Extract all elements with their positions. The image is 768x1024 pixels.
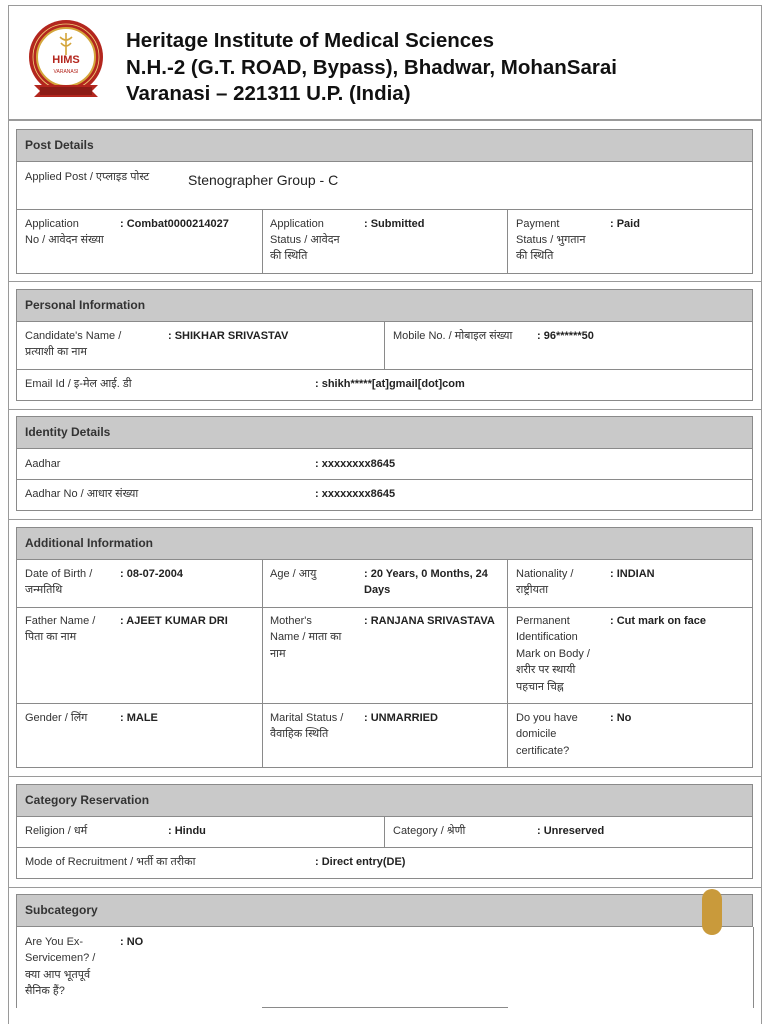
parents-mark-row bbox=[16, 608, 753, 704]
app-status-value: : Submitted bbox=[364, 218, 425, 230]
pim-label-2: Identification bbox=[516, 631, 578, 643]
title-line-2: N.H.-2 (G.T. ROAD, Bypass), Bhadwar, MohanSarai bbox=[126, 55, 617, 79]
pay-value: : Paid bbox=[610, 218, 640, 230]
gender-marital-domicile-row bbox=[16, 704, 753, 768]
ex-servicemen-cell bbox=[17, 927, 263, 1008]
mother-name-value: : RANJANA SRIVASTAVA bbox=[364, 615, 495, 627]
father-name-cell bbox=[17, 608, 263, 703]
pay-label-1: Payment bbox=[516, 218, 560, 230]
mother-label-2: Name / माता का bbox=[270, 631, 342, 643]
applied-post-label: Applied Post / एप्लाइड पोस्ट bbox=[25, 171, 150, 183]
aadhar-value: : xxxxxxxx8645 bbox=[315, 458, 396, 470]
ex-servicemen-row bbox=[16, 927, 508, 1008]
dob-age-nationality-row bbox=[16, 560, 753, 608]
pay-label-2: Status / भुगतान bbox=[516, 234, 586, 246]
father-label-2: पिता का नाम bbox=[25, 631, 77, 643]
exs-label-3: क्या आप भूतपूर्व bbox=[25, 969, 91, 981]
identification-mark-value: : Cut mark on face bbox=[610, 615, 706, 627]
personal-information-heading: Personal Information bbox=[16, 289, 753, 322]
religion-value: : Hindu bbox=[168, 825, 206, 837]
title-line-1: Heritage Institute of Medical Sciences bbox=[126, 29, 494, 52]
category-label: Category / श्रेणी bbox=[393, 825, 466, 837]
app-status-label-3: की स्थिति bbox=[270, 250, 308, 262]
aadhar-row bbox=[16, 449, 753, 480]
application-no-cell bbox=[17, 210, 263, 273]
applied-post-value: Stenographer Group - C bbox=[188, 172, 339, 188]
category-reservation-heading: Category Reservation bbox=[16, 784, 753, 817]
post-details-heading: Post Details bbox=[16, 129, 753, 162]
pay-label-3: की स्थिति bbox=[516, 250, 554, 262]
marital-label-2: वैवाहिक स्थिति bbox=[270, 728, 329, 740]
ex-servicemen-value: : NO bbox=[120, 936, 144, 948]
religion-label: Religion / धर्म bbox=[25, 825, 88, 837]
aadhar-no-value: : xxxxxxxx8645 bbox=[315, 488, 396, 500]
gender-value: : MALE bbox=[120, 712, 158, 724]
aadhar-no-label: Aadhar No / आधार संख्या bbox=[25, 488, 139, 500]
gender-label: Gender / लिंग bbox=[25, 712, 88, 724]
app-no-label-2: No / आवेदन संख्या bbox=[25, 234, 104, 246]
exs-label-1: Are You Ex- bbox=[25, 936, 84, 948]
gender-cell bbox=[17, 704, 263, 767]
dob-label-2: जन्मतिथि bbox=[25, 584, 63, 596]
exs-label-2: Servicemen? / bbox=[25, 952, 96, 964]
title-line-3: Varanasi – 221311 U.P. (India) bbox=[126, 82, 411, 105]
email-label: Email Id / इ-मेल आई. डी bbox=[25, 378, 132, 390]
app-no-label-1: Application bbox=[25, 218, 79, 230]
pim-label-5: पहचान चिह्न bbox=[516, 681, 564, 693]
mobile-value: : 96******50 bbox=[537, 330, 594, 342]
father-label-1: Father Name / bbox=[25, 615, 96, 627]
mobile-cell bbox=[385, 322, 754, 369]
domicile-label-1: Do you have bbox=[516, 712, 578, 724]
subcategory-heading: Subcategory bbox=[16, 894, 753, 927]
mode-label: Mode of Recruitment / भर्ती का तरीका bbox=[25, 856, 196, 868]
exs-label-4: सैनिक हैं? bbox=[25, 985, 65, 997]
category-cell bbox=[385, 817, 754, 847]
institute-title bbox=[126, 28, 617, 108]
app-status-label-2: Status / आवेदन bbox=[270, 234, 340, 246]
name-mobile-row bbox=[16, 322, 753, 370]
nat-label-2: राष्ट्रीयता bbox=[516, 584, 549, 596]
email-value: : shikh*****[at]gmail[dot]com bbox=[315, 378, 465, 390]
name-label-2: प्रत्याशी का नाम bbox=[25, 346, 87, 358]
mother-label-1: Mother's bbox=[270, 615, 312, 627]
father-name-value: : AJEET KUMAR DRI bbox=[120, 615, 228, 627]
age-value-2: Days bbox=[364, 584, 391, 596]
dob-label-1: Date of Birth / bbox=[25, 568, 93, 580]
logo-subtext: VARANASI bbox=[53, 69, 79, 75]
marital-status-value: : UNMARRIED bbox=[364, 712, 438, 724]
row-bottom-border bbox=[262, 1007, 508, 1008]
dob-value: : 08-07-2004 bbox=[120, 568, 183, 580]
identity-details-heading: Identity Details bbox=[16, 416, 753, 449]
recruitment-mode-row bbox=[16, 848, 753, 879]
religion-cell bbox=[17, 817, 385, 847]
mode-value: : Direct entry(DE) bbox=[315, 856, 406, 868]
email-row bbox=[16, 370, 753, 401]
identification-mark-cell bbox=[508, 608, 754, 703]
application-row bbox=[16, 210, 753, 274]
mother-name-cell bbox=[263, 608, 508, 703]
pim-label-1: Permanent bbox=[516, 615, 570, 627]
pim-label-3: Mark on Body / bbox=[516, 648, 590, 660]
payment-status-cell bbox=[508, 210, 754, 273]
additional-information-heading: Additional Information bbox=[16, 527, 753, 560]
mother-label-3: नाम bbox=[270, 648, 286, 660]
application-status-cell bbox=[263, 210, 508, 273]
nationality-cell bbox=[508, 560, 754, 607]
mobile-label: Mobile No. / मोबाइल संख्या bbox=[393, 330, 513, 342]
pim-label-4: शरीर पर स्थायी bbox=[516, 664, 576, 676]
marital-status-cell bbox=[263, 704, 508, 767]
scroll-handle[interactable] bbox=[702, 889, 722, 935]
age-cell bbox=[263, 560, 508, 607]
domicile-cell bbox=[508, 704, 754, 767]
nationality-value: : INDIAN bbox=[610, 568, 655, 580]
logo-text: HIMS bbox=[52, 54, 80, 66]
domicile-label-3: certificate? bbox=[516, 745, 570, 757]
aadhar-label: Aadhar bbox=[25, 458, 61, 470]
age-value-1: : 20 Years, 0 Months, 24 bbox=[364, 568, 488, 580]
app-no-value: : Combat0000214027 bbox=[120, 218, 229, 230]
nat-label-1: Nationality / bbox=[516, 568, 574, 580]
religion-category-row bbox=[16, 817, 753, 848]
applied-post-row bbox=[16, 162, 753, 210]
category-value: : Unreserved bbox=[537, 825, 605, 837]
domicile-label-2: domicile bbox=[516, 728, 557, 740]
candidate-name-cell bbox=[17, 322, 385, 369]
institute-logo bbox=[26, 19, 106, 103]
app-status-label-1: Application bbox=[270, 218, 324, 230]
domicile-value: : No bbox=[610, 712, 632, 724]
dob-cell bbox=[17, 560, 263, 607]
row-right-border bbox=[753, 927, 754, 1008]
aadhar-no-row bbox=[16, 480, 753, 511]
name-label-1: Candidate's Name / bbox=[25, 330, 122, 342]
age-label: Age / आयु bbox=[270, 568, 317, 580]
candidate-name-value: : SHIKHAR SRIVASTAV bbox=[168, 330, 289, 342]
marital-label-1: Marital Status / bbox=[270, 712, 344, 724]
